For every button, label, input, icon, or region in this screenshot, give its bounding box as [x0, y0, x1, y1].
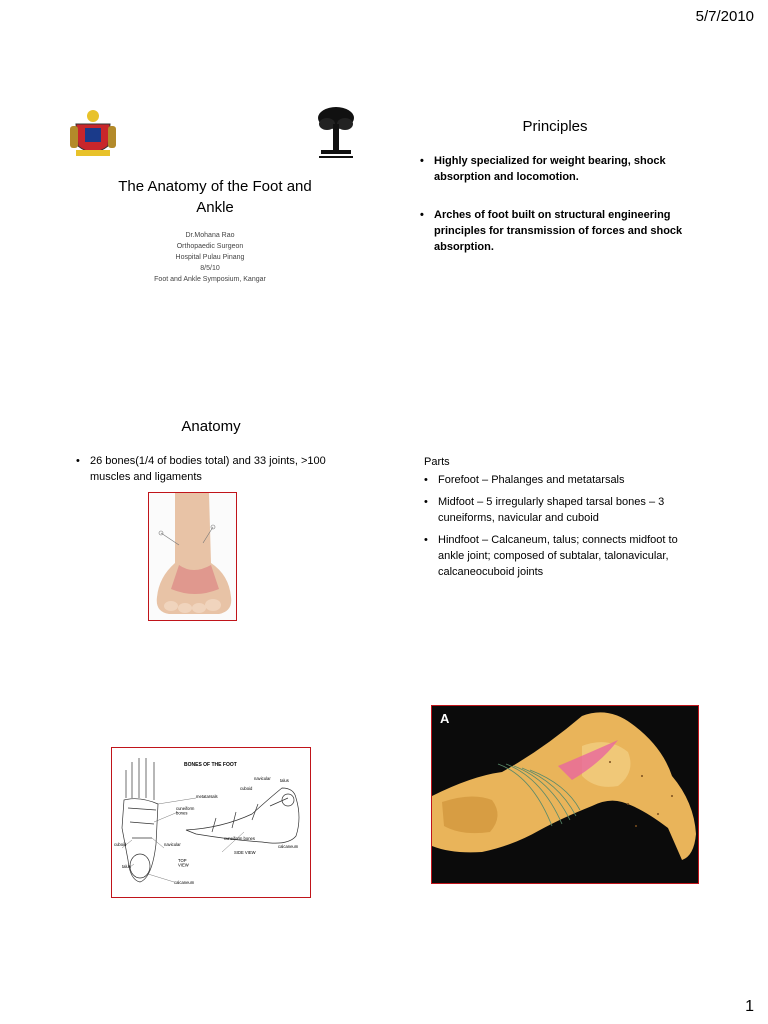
panel-letter: A — [440, 711, 450, 726]
parts-bullet: • Hindfoot – Calcaneum, talus; connects midfoot to ankle joint; composed of subtalar, talonavicular, calcaneocuboid joints — [424, 532, 692, 580]
principle-bullet: • Highly specialized for weight bearing, shock absorption and locomotion. — [420, 153, 690, 185]
principles-list — [420, 153, 690, 255]
author-credits — [60, 230, 360, 285]
title-line-2: Ankle — [196, 199, 234, 216]
slide-title — [60, 100, 370, 300]
diagram-title: BONES OF THE FOOT — [184, 762, 237, 768]
slide-principles — [420, 118, 720, 278]
label-navicular-side: navicular — [254, 776, 271, 781]
bones-of-foot-diagram — [111, 747, 311, 898]
label-navicular-top: navicular — [164, 842, 181, 847]
label-cuboid-left: cuboid — [114, 842, 127, 847]
parts-heading: Parts — [424, 456, 450, 468]
label-cuboid-top: cuboid — [240, 786, 253, 791]
anatomy-list — [76, 453, 338, 485]
ligament-illustration — [431, 705, 699, 884]
coat-of-arms-icon — [68, 106, 118, 160]
credit-line: Orthopaedic Surgeon — [176, 243, 244, 250]
page-date: 5/7/2010 — [695, 8, 754, 25]
label-talus-side: talus — [280, 778, 289, 783]
parts-list — [424, 472, 692, 580]
anatomy-bullet: • 26 bones(1/4 of bodies total) and 33 joints, >100 muscles and ligaments — [76, 453, 338, 485]
principle-bullet: • Arches of foot built on structural engineering principles for transmission of forces and shock absorption. — [420, 207, 690, 255]
anatomy-title: Anatomy — [181, 418, 241, 435]
label-metatarsals: metatarsals — [196, 794, 218, 799]
label-side-view: SIDE VIEW — [234, 850, 256, 855]
label-calcaneum-top: calcaneum — [174, 880, 195, 885]
credit-line: Hospital Pulau Pinang — [175, 254, 245, 261]
credit-line: Foot and Ankle Symposium, Kangar — [154, 276, 266, 283]
label-talus-top: talus — [122, 864, 131, 869]
label-cuneiform-side: cuneiform bones — [224, 836, 255, 841]
credit-line: Dr.Mohana Rao — [185, 232, 235, 239]
tree-logo-icon — [315, 104, 357, 160]
credit-line: 8/5/10 — [200, 265, 220, 272]
foot-photo — [148, 492, 237, 621]
slide-parts — [424, 454, 699, 584]
principles-title: Principles — [522, 118, 588, 135]
title-line-1: The Anatomy of the Foot and — [118, 178, 312, 195]
parts-bullet: • Midfoot – 5 irregularly shaped tarsal bones – 3 cuneiforms, navicular and cuboid — [424, 494, 692, 526]
label-cuneiform: cuneiform bones — [176, 806, 195, 816]
parts-bullet: • Forefoot – Phalanges and metatarsals — [424, 472, 692, 488]
page-number: 1 — [745, 998, 754, 1015]
label-calcaneum-side: calcaneum — [278, 844, 299, 849]
presentation-title — [60, 176, 370, 218]
label-top-view: TOP VIEW — [178, 858, 189, 868]
